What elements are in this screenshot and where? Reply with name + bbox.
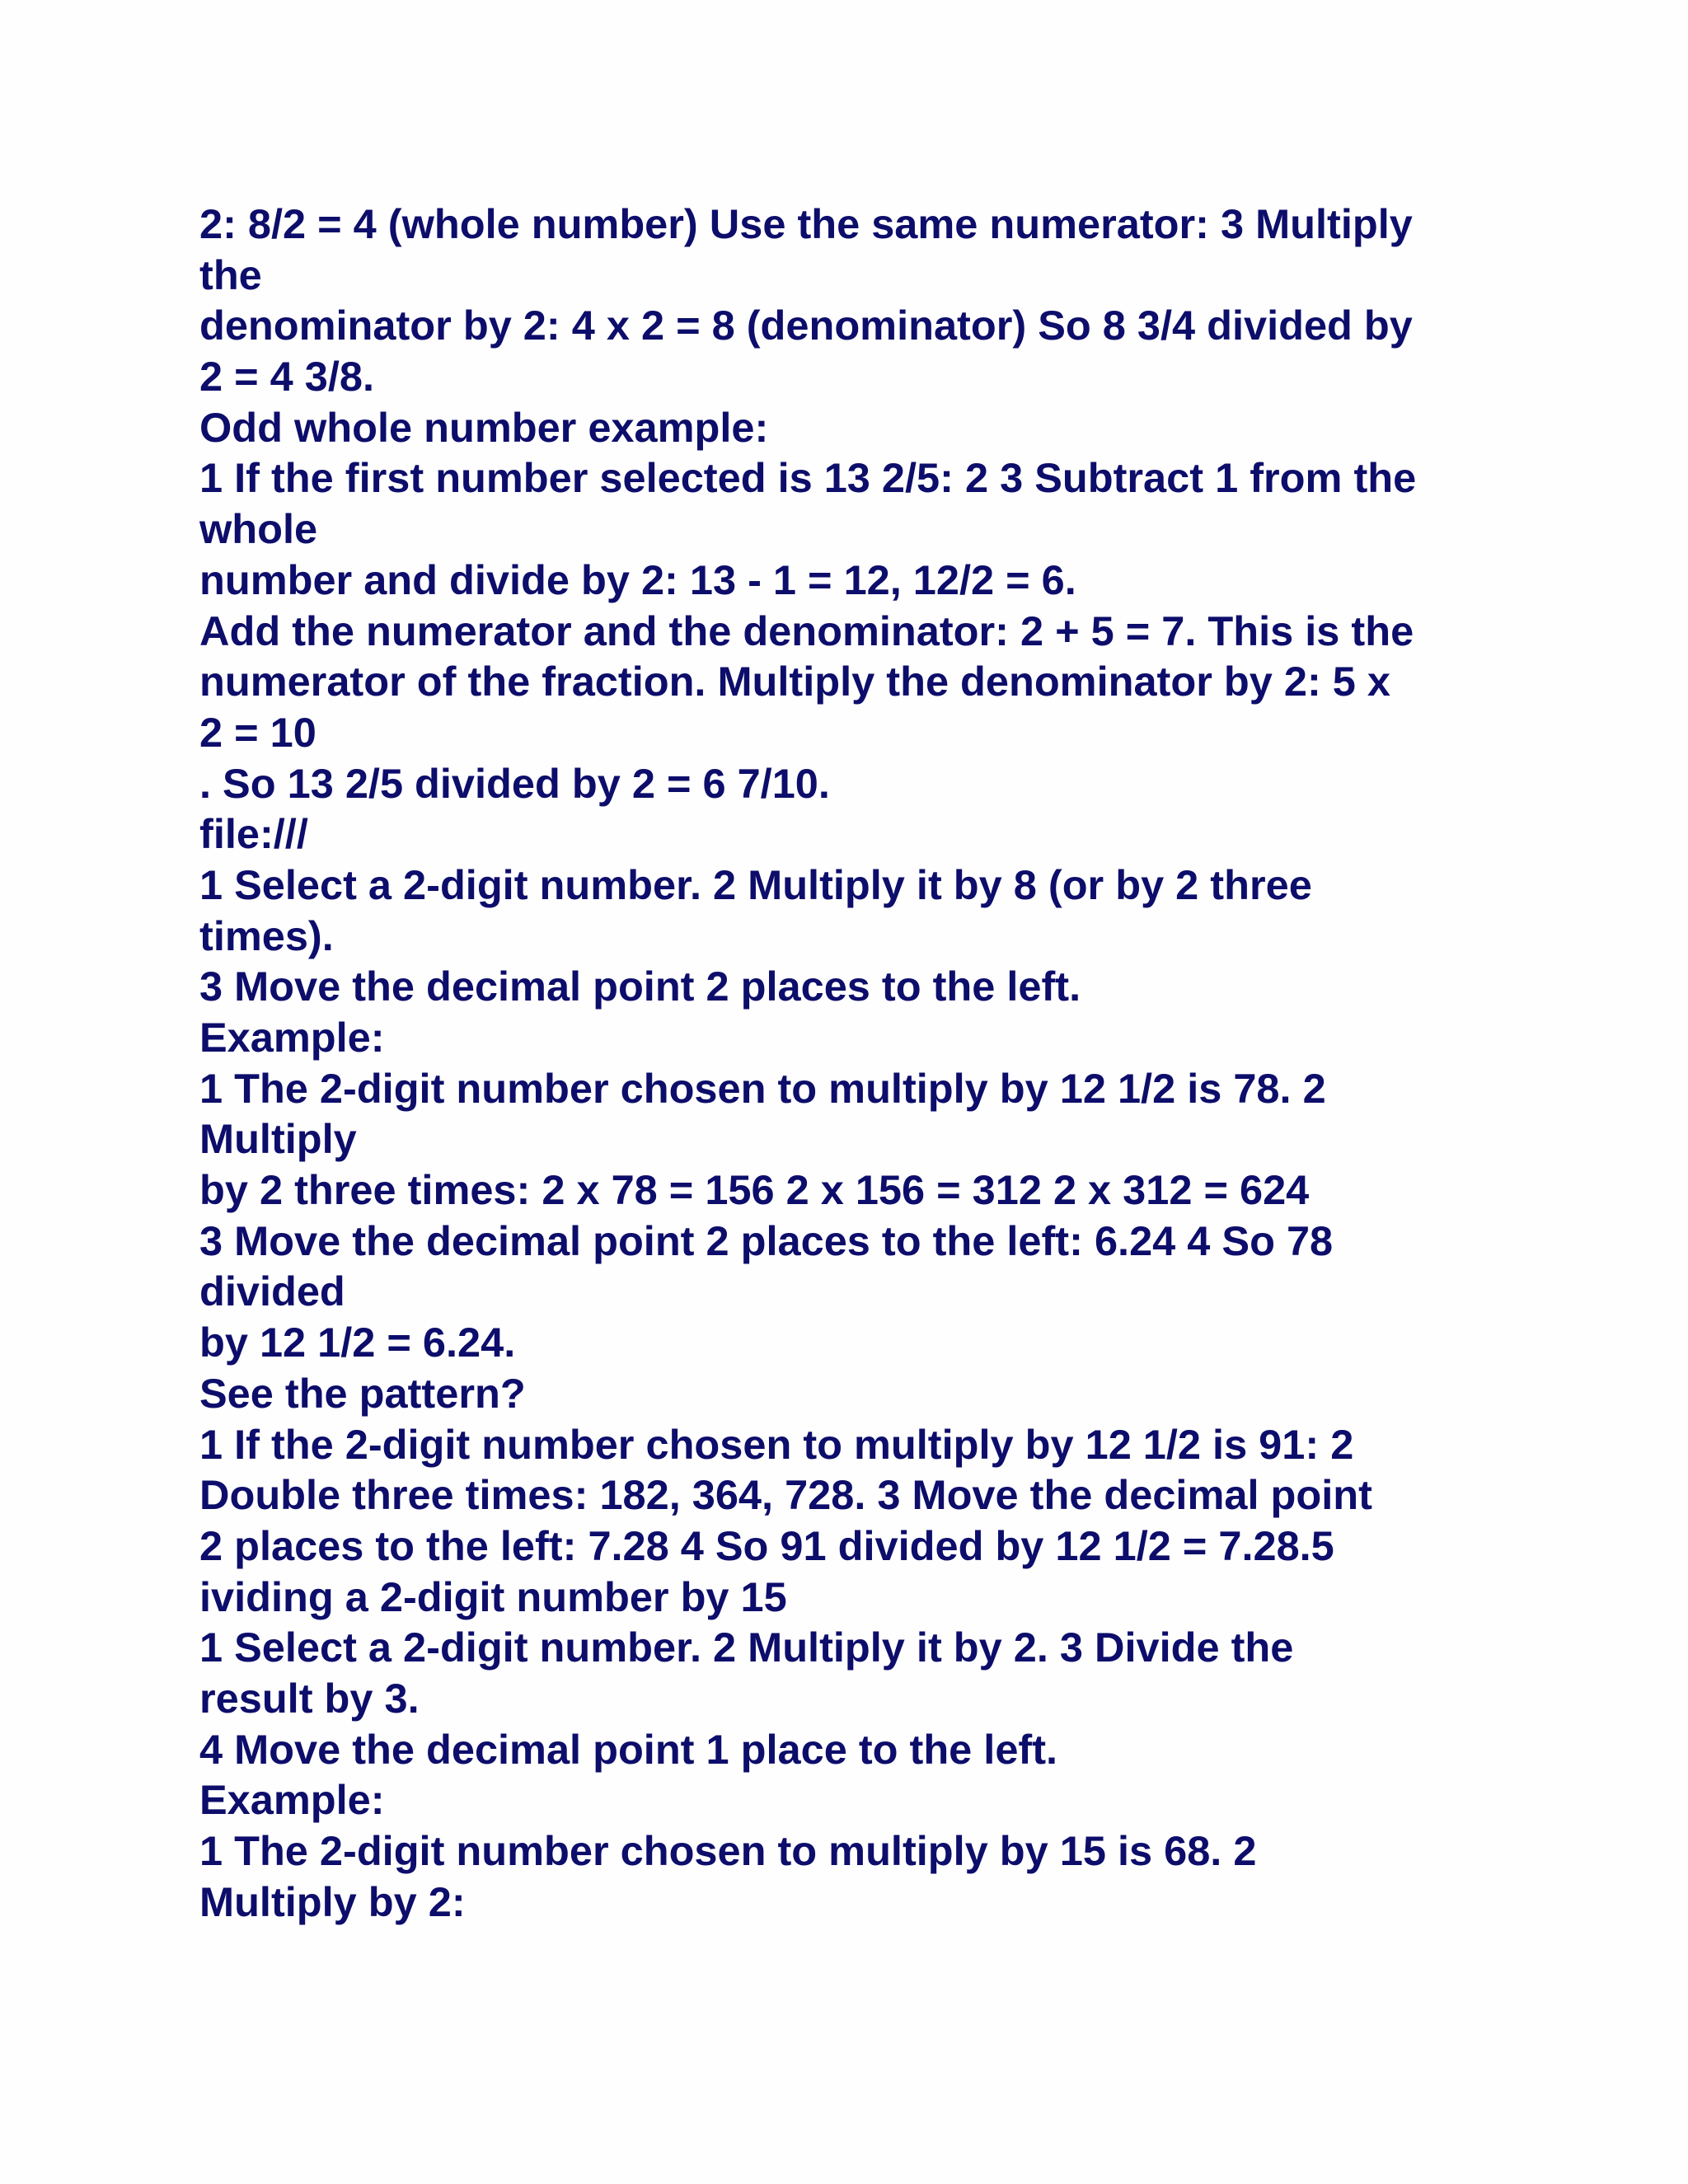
text-line: 1 Select a 2-digit number. 2 Multiply it by 8 (or by 2 three [199,860,1312,908]
text-line: Multiply by 2: [199,1877,466,1925]
text-line: 2 = 4 3/8. [199,353,374,401]
text-line: 4 Move the decimal point 1 place to the left. [199,1725,1058,1773]
text-line: Add the numerator and the denominator: 2 + 5 = 7. This is the [199,607,1414,654]
text-line: times). [199,912,334,959]
text-line: 2 places to the left: 7.28 4 So 91 divided by 12 1/2 = 7.28.5 [199,1521,1334,1569]
text-line: numerator of the fraction. Multiply the denominator by 2: 5 x [199,658,1390,705]
text-line: number and divide by 2: 13 - 1 = 12, 12/2 = 6. [199,555,1076,603]
text-line: by 2 three times: 2 x 78 = 156 2 x 156 = 312 2 x 312 = 624 [199,1166,1310,1214]
text-line: by 12 1/2 = 6.24. [199,1319,516,1366]
text-line: 3 Move the decimal point 2 places to the left: 6.24 4 So 78 [199,1216,1334,1264]
text-line: 1 If the first number selected is 13 2/5: 2 3 Subtract 1 from the [199,454,1417,502]
text-line: . So 13 2/5 divided by 2 = 6 7/10. [199,759,830,807]
text-line: 2 = 10 [199,708,316,756]
file-link-text: file:/// [199,810,308,858]
section-heading: Odd whole number example: [199,403,769,451]
text-line: 1 Select a 2-digit number. 2 Multiply it by 2. 3 Divide the [199,1624,1294,1671]
section-heading: Example: [199,1014,385,1061]
section-heading: See the pattern? [199,1369,526,1417]
text-line: 1 If the 2-digit number chosen to multiply by 12 1/2 is 91: 2 [199,1420,1354,1468]
text-line: result by 3. [199,1674,420,1722]
body-text [199,199,1535,1927]
text-line: whole [199,505,318,553]
text-line: the [199,251,262,298]
text-line: Double three times: 182, 364, 728. 3 Move the decimal point [199,1471,1372,1519]
text-line: ividing a 2-digit number by 15 [199,1572,787,1620]
text-line: divided [199,1268,345,1315]
text-line: 1 The 2-digit number chosen to multiply by 12 1/2 is 78. 2 [199,1064,1326,1112]
text-line: 2: 8/2 = 4 (whole number) Use the same numerator: 3 Multiply [199,200,1413,247]
text-line: 1 The 2-digit number chosen to multiply by 15 is 68. 2 [199,1827,1257,1874]
text-line: denominator by 2: 4 x 2 = 8 (denominator) So 8 3/4 divided by [199,302,1413,349]
section-heading: Example: [199,1776,385,1824]
text-line: Multiply [199,1115,357,1163]
text-line: 3 Move the decimal point 2 places to the left. [199,963,1081,1010]
